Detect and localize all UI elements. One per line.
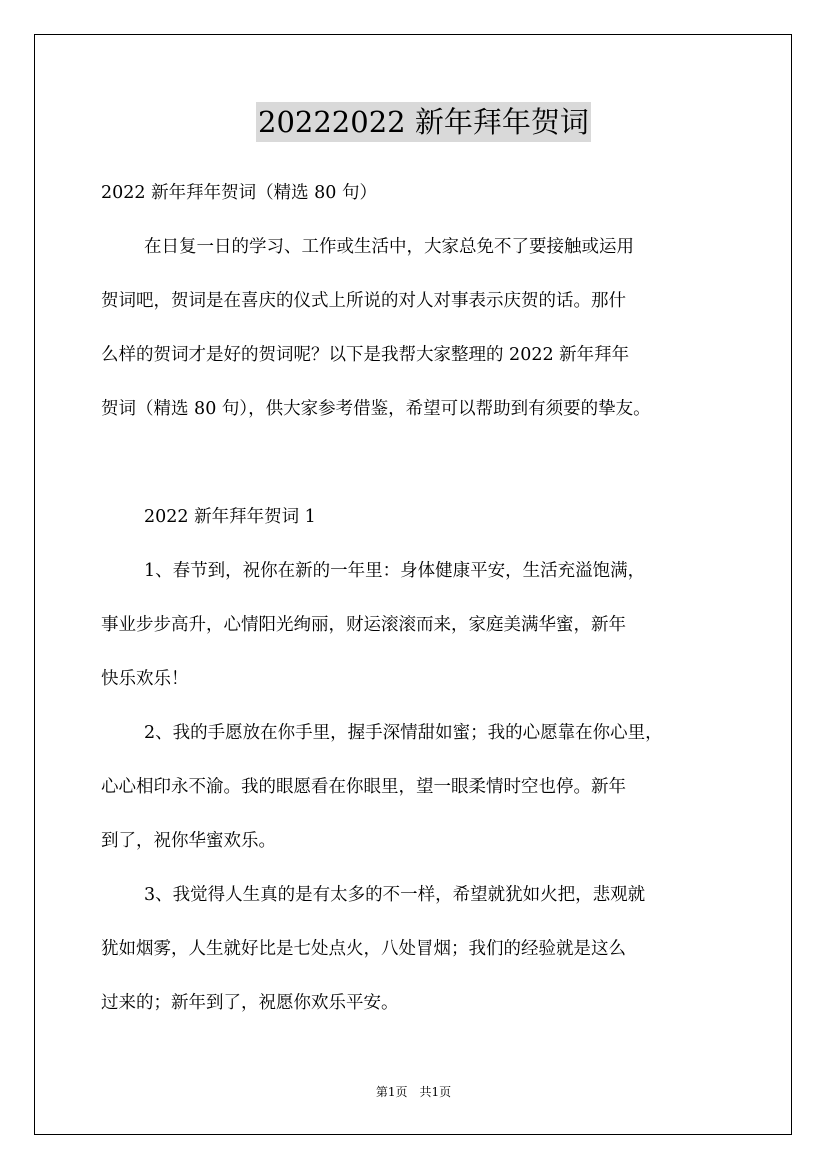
paragraph-line: 心心相印永不渝。我的眼愿看在你眼里，望一眼柔情时空也停。新年 — [101, 777, 626, 797]
intro-line: 贺词吧，贺词是在喜庆的仪式上所说的对人对事表示庆贺的话。那什 — [101, 291, 626, 311]
paragraph-line: 快乐欢乐！ — [101, 669, 189, 689]
paragraph-line: 犹如烟雾，人生就好比是七处点火，八处冒烟；我们的经验就是这么 — [101, 939, 626, 959]
intro-line: 在日复一日的学习、工作或生活中，大家总免不了要接触或运用 — [144, 237, 634, 257]
paragraph-line: 1、春节到，祝你在新的一年里：身体健康平安，生活充溢饱满， — [144, 561, 646, 581]
paragraph-line: 事业步步高升，心情阳光绚丽，财运滚滚而来，家庭美满华蜜，新年 — [101, 615, 626, 635]
document-title: 20222022 新年拜年贺词 — [256, 102, 591, 142]
paragraph-line: 3、我觉得人生真的是有太多的不一样，希望就犹如火把，悲观就 — [144, 885, 646, 905]
page-footer: 第1页 共1页 — [375, 1085, 452, 1099]
document-subtitle: 2022 新年拜年贺词（精选 80 句） — [101, 183, 377, 203]
intro-line: 么样的贺词才是好的贺词呢？以下是我帮大家整理的 2022 新年拜年 — [101, 345, 630, 365]
paragraph-line: 到了，祝你华蜜欢乐。 — [101, 831, 276, 851]
section-heading: 2022 新年拜年贺词 1 — [144, 507, 316, 527]
paragraph-line: 2、我的手愿放在你手里，握手深情甜如蜜；我的心愿靠在你心里， — [144, 723, 663, 743]
paragraph-line: 过来的；新年到了，祝愿你欢乐平安。 — [101, 993, 399, 1013]
intro-line: 贺词（精选 80 句），供大家参考借鉴，希望可以帮助到有须要的挚友。 — [101, 399, 651, 419]
